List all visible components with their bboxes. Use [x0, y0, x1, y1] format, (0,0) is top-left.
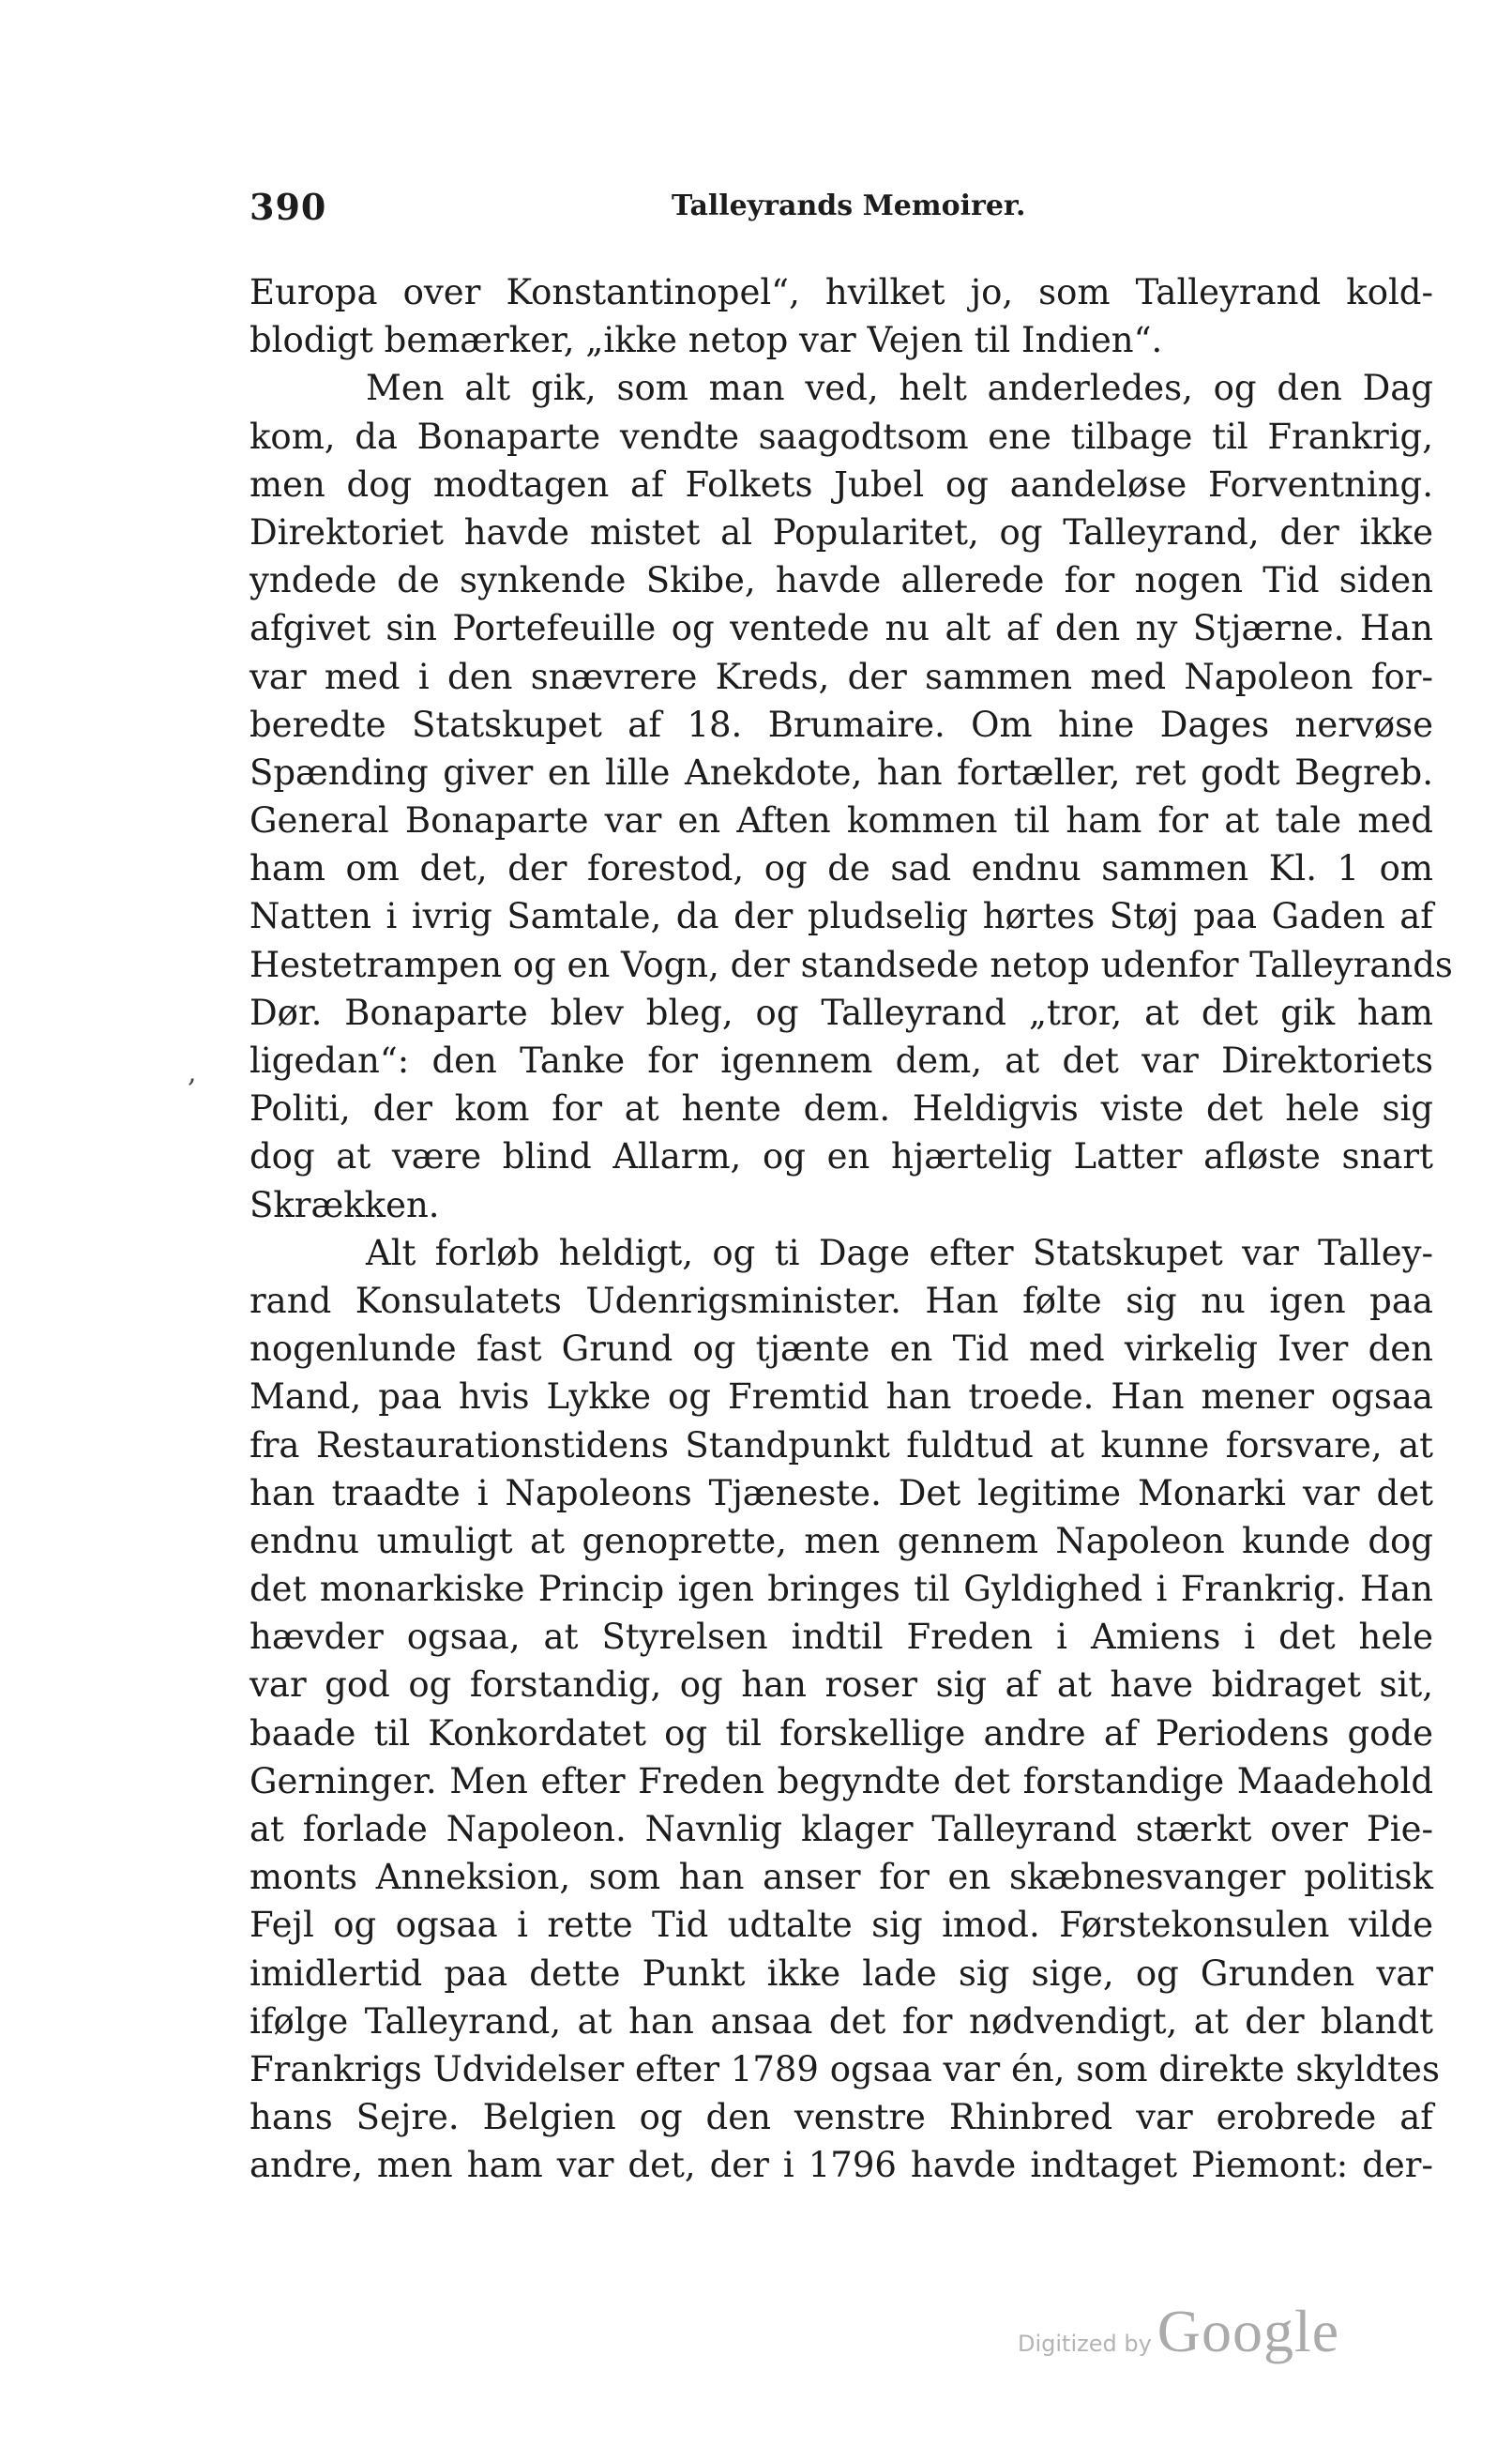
text-line: Frankrigs Udvidelser efter 1789 ogsaa var én, som direkte skyldtes: [249, 2048, 1440, 2089]
text-line: monts Anneksion, som han anser for en skæbnesvanger politisk: [249, 1857, 1433, 1898]
text-line: var med i den snævrere Kreds, der sammen med Napoleon for-: [249, 656, 1433, 697]
text-line: fra Restaurationstidens Standpunkt fuldtud at kunne forsvare, at: [249, 1424, 1433, 1466]
page-number: 390: [249, 186, 327, 228]
text-line: ifølge Talleyrand, at han ansaa det for nødvendigt, at der blandt: [249, 2000, 1433, 2042]
text-line: ligedan“: den Tanke for igennem dem, at det var Direktoriets: [249, 1041, 1433, 1081]
text-line: hans Sejre. Belgien og den venstre Rhinbred var erobrede af: [249, 2097, 1433, 2138]
text-line: baade til Konkordatet og til forskellige andre af Periodens gode: [249, 1712, 1433, 1754]
text-line: hævder ogsaa, at Styrelsen indtil Freden i Amiens i det hele: [249, 1617, 1433, 1658]
text-line: Men alt gik, som man ved, helt anderledes, og den Dag: [366, 368, 1433, 409]
margin-mark: ,: [188, 1056, 197, 1089]
text-line: blodigt bemærker, „ikke netop var Vejen til Indien“.: [249, 320, 1163, 361]
text-line: imidlertid paa dette Punkt ikke lade sig sige, og Grunden var: [249, 1952, 1433, 1994]
text-line: Politi, der kom for at hente dem. Heldigvis viste det hele sig: [249, 1088, 1433, 1130]
text-line: ham om det, der forestod, og de sad endnu sammen Kl. 1 om: [249, 848, 1433, 889]
text-line: Hestetrampen og en Vogn, der standsede netop udenfor Talleyrands: [249, 944, 1453, 985]
text-line: General Bonaparte var en Aften kommen til ham for at tale med: [249, 800, 1433, 842]
text-line: det monarkiske Princip igen bringes til Gyldighed i Frankrig. Han: [249, 1569, 1433, 1610]
watermark-prefix: Digitized by: [1018, 2331, 1152, 2357]
text-line: Skrækken.: [249, 1184, 440, 1225]
text-line: Dør. Bonaparte blev bleg, og Talleyrand „tror, at det gik ham: [249, 992, 1433, 1033]
text-line: rand Konsulatets Udenrigsminister. Han følte sig nu igen paa: [249, 1280, 1433, 1321]
text-line: var god og forstandig, og han roser sig af at have bidraget sit,: [249, 1664, 1433, 1706]
text-line: men dog modtagen af Folkets Jubel og aandeløse Forventning.: [249, 463, 1433, 505]
text-line: han traadte i Napoleons Tjæneste. Det legitime Monarki var det: [249, 1472, 1433, 1513]
google-logo: Google: [1157, 2298, 1340, 2364]
text-line: Gerninger. Men efter Freden begyndte det forstandige Maadehold: [249, 1760, 1433, 1801]
text-line: endnu umuligt at genoprette, men gennem Napoleon kunde dog: [249, 1520, 1433, 1561]
text-line: Fejl og ogsaa i rette Tid udtalte sig imod. Førstekonsulen vilde: [249, 1905, 1433, 1946]
running-title: Talleyrands Memoirer.: [672, 190, 1026, 222]
text-line: yndede de synkende Skibe, havde allerede for nogen Tid siden: [249, 560, 1433, 601]
text-line: at forlade Napoleon. Navnlig klager Talleyrand stærkt over Pie-: [249, 1809, 1433, 1849]
text-line: Europa over Konstantinopel“, hvilket jo, som Talleyrand kold-: [249, 272, 1433, 312]
text-line: Spænding giver en lille Anekdote, han fortæller, ret godt Begreb.: [249, 752, 1433, 793]
text-line: dog at være blind Allarm, og en hjærtelig Latter afløste snart: [249, 1136, 1433, 1177]
text-line: Alt forløb heldigt, og ti Dage efter Statskupet var Talley-: [366, 1232, 1433, 1273]
text-line: afgivet sin Portefeuille og ventede nu alt af den ny Stjærne. Han: [249, 608, 1433, 649]
page-header: [249, 186, 1433, 233]
text-line: Direktoriet havde mistet al Popularitet, og Talleyrand, der ikke: [249, 511, 1433, 553]
text-line: andre, men ham var det, der i 1796 havde indtaget Piemont: der-: [249, 2145, 1433, 2186]
text-line: Natten i ivrig Samtale, da der pludselig hørtes Støj paa Gaden af: [249, 896, 1433, 937]
text-line: Mand, paa hvis Lykke og Fremtid han troede. Han mener ogsaa: [249, 1376, 1433, 1418]
body-text: [249, 268, 1453, 2190]
text-line: beredte Statskupet af 18. Brumaire. Om hine Dages nervøse: [249, 704, 1433, 745]
digitized-watermark: [1018, 2297, 1339, 2366]
text-line: nogenlunde fast Grund og tjænte en Tid med virkelig Iver den: [249, 1329, 1433, 1370]
text-line: kom, da Bonaparte vendte saagodtsom ene tilbage til Frankrig,: [249, 416, 1433, 457]
